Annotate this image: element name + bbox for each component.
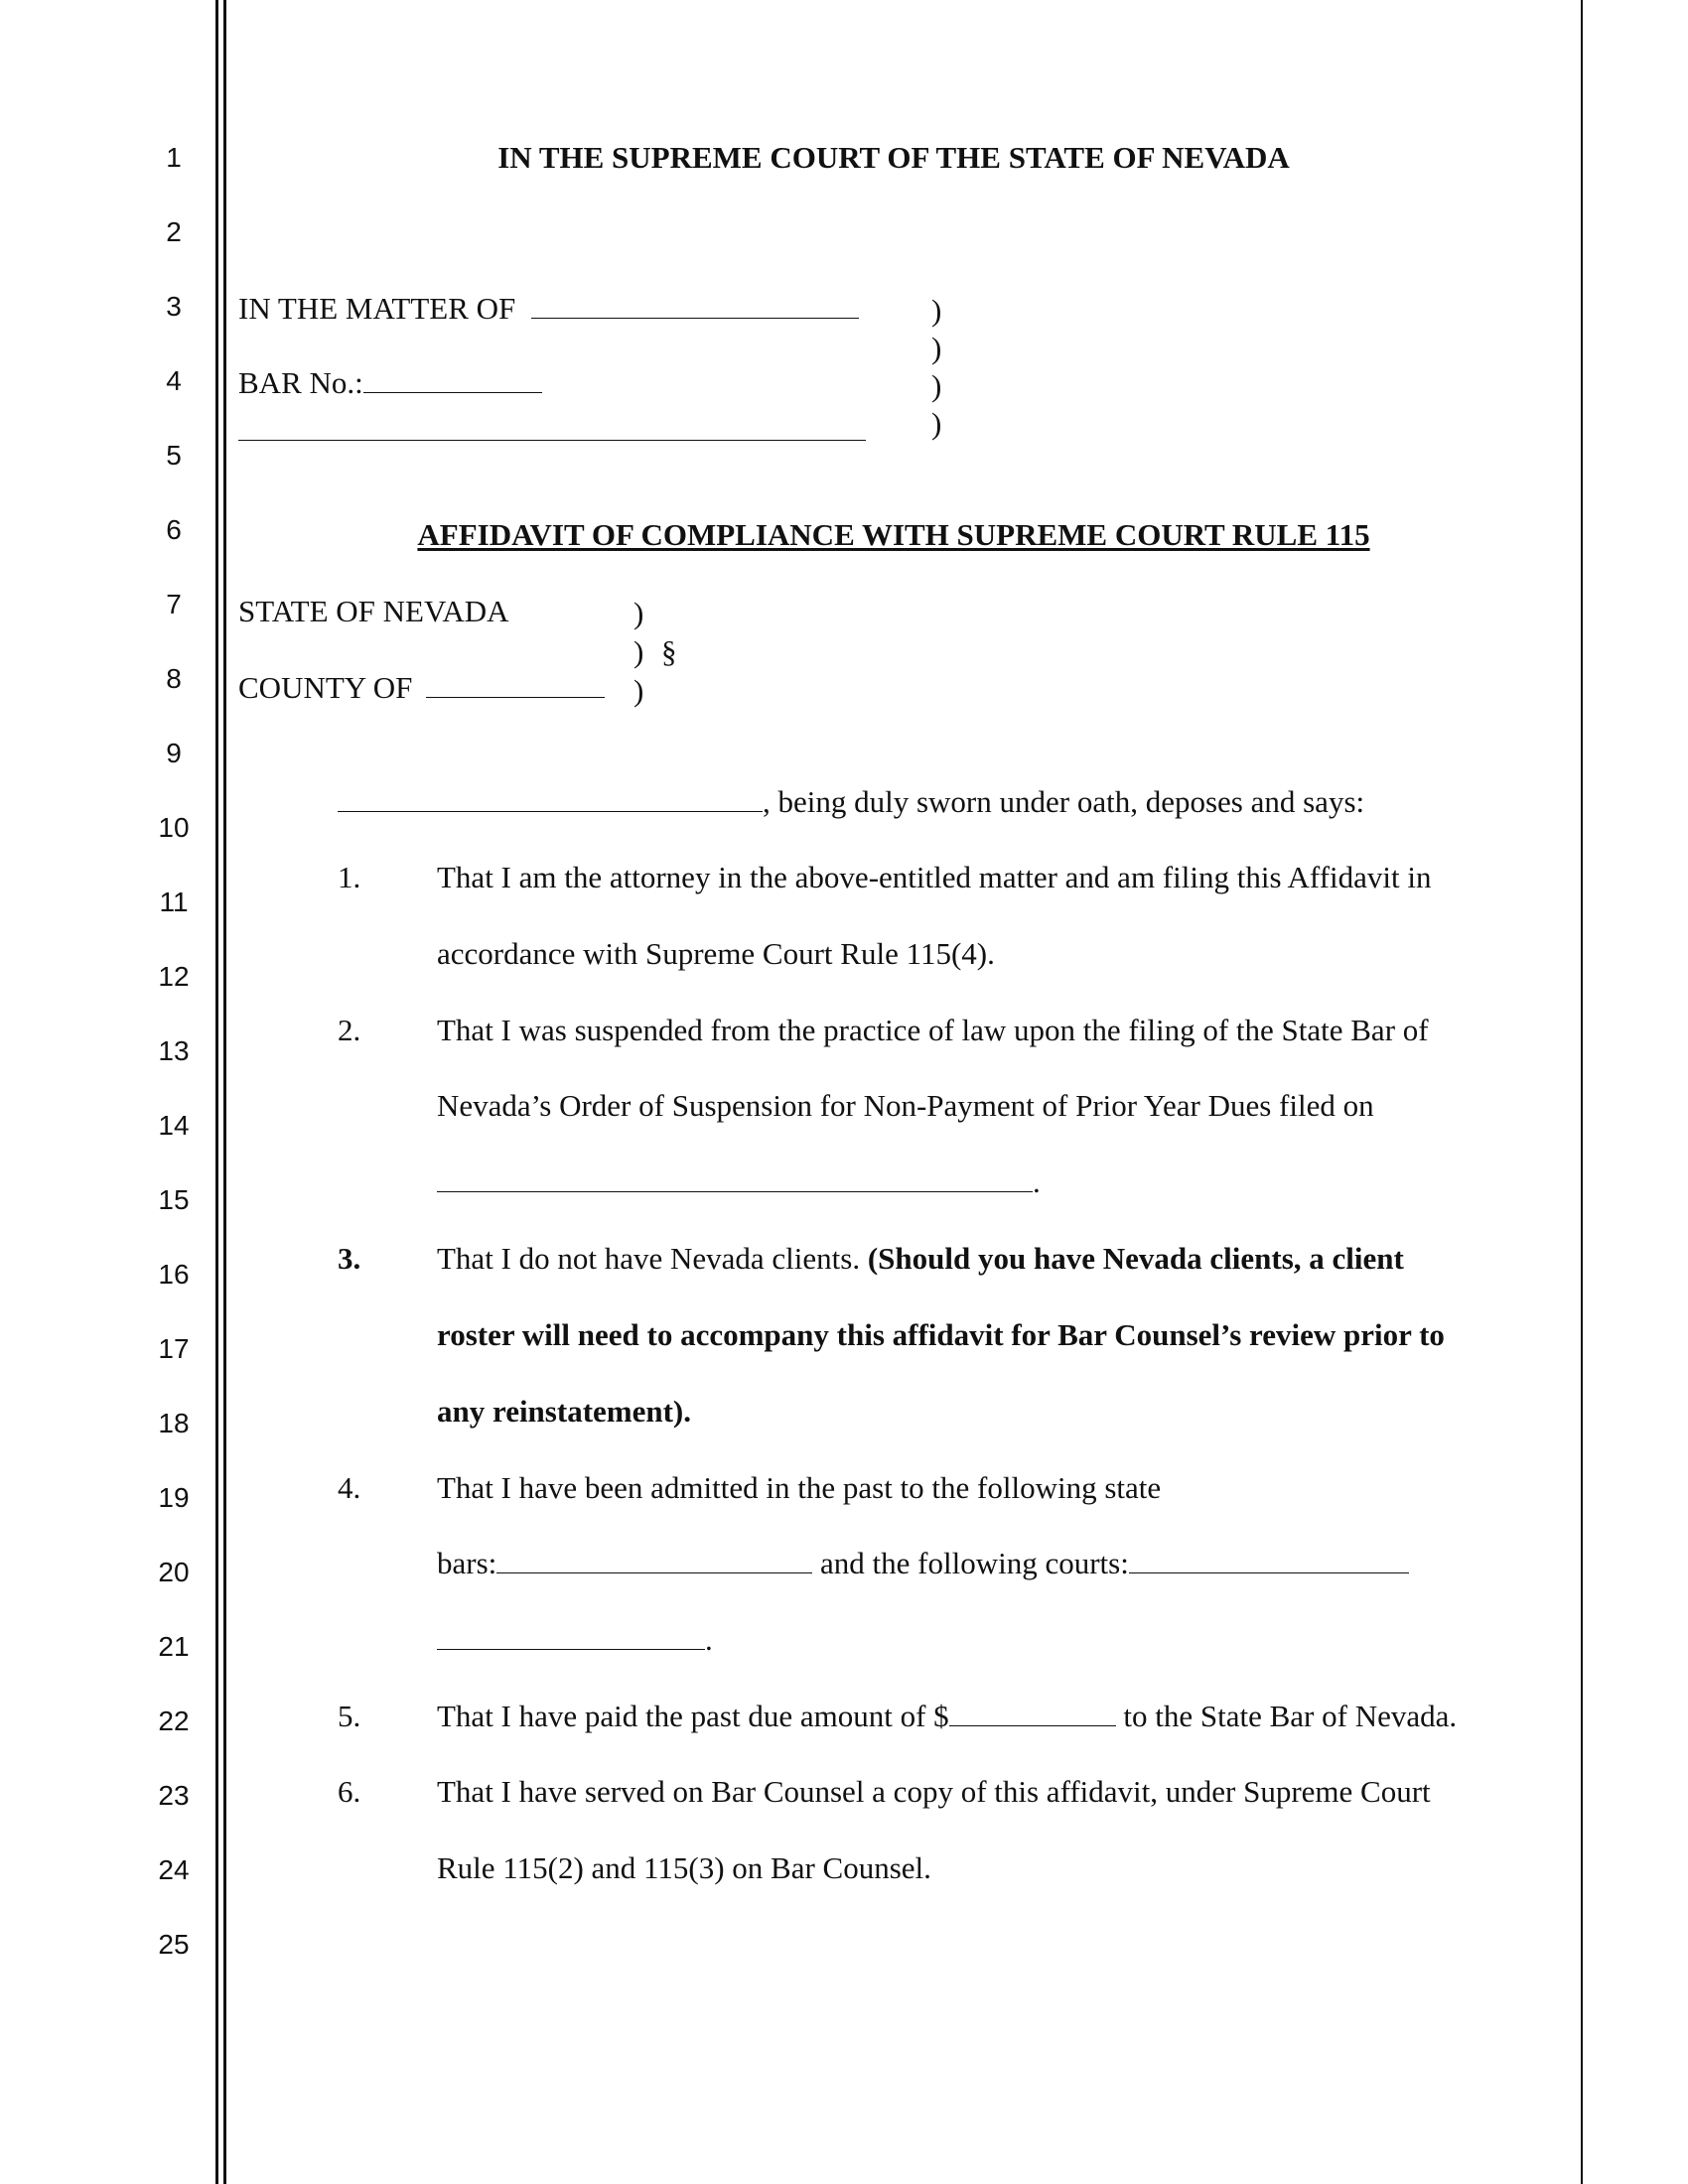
right-margin-rule xyxy=(1581,0,1583,2184)
item-6-text-line: Rule 115(2) and 115(3) on Bar Counsel. xyxy=(437,1850,931,1885)
item-3-bold-note: (Should you have Nevada clients, a client xyxy=(867,1241,1404,1276)
line-number: 9 xyxy=(166,738,182,768)
state-bars-blank[interactable] xyxy=(496,1571,812,1573)
line-number: 16 xyxy=(158,1259,190,1290)
item-3-bold-line: any reinstatement). xyxy=(437,1394,691,1429)
line-number: 3 xyxy=(166,291,182,322)
item-5-text-a: That I have paid the past due amount of $ xyxy=(437,1699,949,1733)
line-number: 20 xyxy=(158,1557,190,1587)
caption-extra-blank[interactable] xyxy=(238,439,866,441)
amount-blank[interactable] xyxy=(949,1724,1116,1726)
affiant-name-blank[interactable] xyxy=(338,810,763,812)
item-4-continuation-line xyxy=(437,1624,713,1655)
item-6-text-line: That I have served on Bar Counsel a copy of this affidavit, under Supreme Court xyxy=(437,1774,1431,1809)
document-title: AFFIDAVIT OF COMPLIANCE WITH SUPREME COURT RULE 115 xyxy=(417,517,1370,552)
line-number: 7 xyxy=(166,589,182,619)
item-4-text-line: That I have been admitted in the past to the following state xyxy=(437,1470,1162,1505)
bar-number-blank[interactable] xyxy=(363,391,542,393)
left-margin-rule-inner xyxy=(223,0,226,2184)
line-number: 18 xyxy=(158,1408,190,1438)
caption-paren: ) xyxy=(931,368,942,403)
line-number: 15 xyxy=(158,1184,190,1215)
item-5-text-line xyxy=(437,1701,1457,1731)
item-1-text-line: accordance with Supreme Court Rule 115(4). xyxy=(437,936,995,971)
item-2-period: . xyxy=(1033,1164,1041,1199)
item-3-bold-line: roster will need to accompany this affidavit for Bar Counsel’s review prior to xyxy=(437,1317,1445,1352)
item-number: 6. xyxy=(338,1774,361,1809)
item-5-text-b: to the State Bar of Nevada. xyxy=(1115,1699,1458,1733)
left-margin-rule-outer xyxy=(215,0,218,2184)
venue-paren: ) xyxy=(633,673,644,708)
venue-state: STATE OF NEVADA xyxy=(238,594,509,628)
item-number: 4. xyxy=(338,1470,361,1505)
line-number: 23 xyxy=(158,1780,190,1811)
venue-paren: ) xyxy=(633,596,644,630)
caption-paren: ) xyxy=(931,293,942,328)
item-4-period: . xyxy=(705,1622,713,1657)
section-symbol: § xyxy=(661,634,677,669)
line-number: 19 xyxy=(158,1482,190,1513)
line-number: 2 xyxy=(166,216,182,247)
line-number: 14 xyxy=(158,1110,190,1141)
courts-blank[interactable] xyxy=(1129,1571,1409,1573)
caption-paren: ) xyxy=(931,406,942,441)
item-1-text-line: That I am the attorney in the above-entitled matter and am filing this Affidavit in xyxy=(437,860,1432,894)
matter-line xyxy=(238,293,859,324)
item-4-blanks-line xyxy=(437,1548,1409,1578)
matter-label: IN THE MATTER OF xyxy=(238,291,516,326)
line-number: 4 xyxy=(166,365,182,396)
caption-paren: ) xyxy=(931,331,942,365)
affiant-intro xyxy=(338,786,1364,817)
county-blank[interactable] xyxy=(426,696,605,698)
line-number: 25 xyxy=(158,1929,190,1960)
venue-paren: ) xyxy=(633,634,644,669)
court-title: IN THE SUPREME COURT OF THE STATE OF NEVADA xyxy=(497,140,1290,175)
item-number: 3. xyxy=(338,1241,361,1276)
item-number: 5. xyxy=(338,1699,361,1733)
suspension-date-blank[interactable] xyxy=(437,1190,1033,1192)
matter-name-blank[interactable] xyxy=(531,317,859,319)
line-number: 6 xyxy=(166,514,182,545)
item-2-text-line: Nevada’s Order of Suspension for Non-Payment of Prior Year Dues filed on xyxy=(437,1088,1374,1123)
intro-text: , being duly sworn under oath, deposes and says: xyxy=(763,784,1365,819)
item-number: 2. xyxy=(338,1013,361,1047)
county-label: COUNTY OF xyxy=(238,670,413,705)
bar-number-line xyxy=(238,367,542,398)
line-number: 21 xyxy=(158,1631,190,1662)
item-3-text-line xyxy=(437,1243,1404,1274)
line-number: 8 xyxy=(166,663,182,694)
line-number: 22 xyxy=(158,1706,190,1736)
venue-county-line xyxy=(238,672,605,703)
courts-continued-blank[interactable] xyxy=(437,1648,705,1650)
line-number: 12 xyxy=(158,961,190,992)
line-number: 17 xyxy=(158,1333,190,1364)
courts-label: and the following courts: xyxy=(812,1546,1129,1580)
bar-no-label: BAR No.: xyxy=(238,365,363,400)
line-number: 24 xyxy=(158,1854,190,1885)
line-number: 10 xyxy=(158,812,190,843)
line-number: 11 xyxy=(159,887,189,917)
line-number: 1 xyxy=(166,142,182,173)
item-number: 1. xyxy=(338,860,361,894)
bars-label: bars: xyxy=(437,1546,497,1580)
line-number: 13 xyxy=(158,1035,190,1066)
line-number: 5 xyxy=(166,440,182,471)
item-2-date-line xyxy=(437,1166,1041,1197)
item-2-text-line: That I was suspended from the practice of law upon the filing of the State Bar of xyxy=(437,1013,1429,1047)
item-3-plain: That I do not have Nevada clients. xyxy=(437,1241,868,1276)
